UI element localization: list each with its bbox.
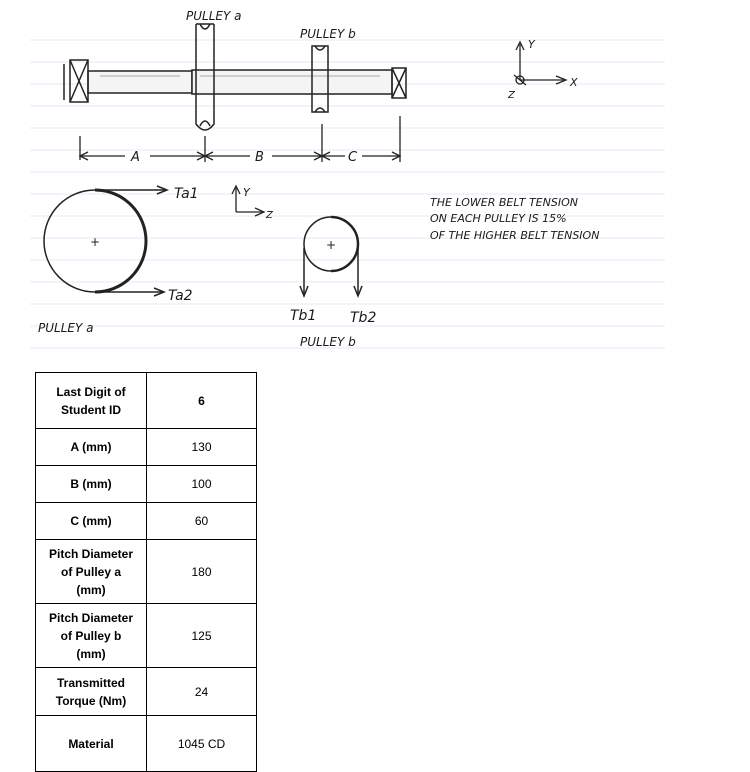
pulley-b-side [300,217,362,296]
row-value: 24 [147,668,257,716]
dim-a-label: A [131,150,140,165]
row-value: 180 [147,540,257,604]
row-value: 130 [147,429,257,466]
row-label: Transmitted Torque (Nm) [36,668,147,716]
table-row [36,429,257,466]
tension-b2-label: Tb2 [350,310,377,326]
tension-a1-label: Ta1 [174,186,199,202]
table-row [36,503,257,540]
left-bearing [64,60,88,102]
row-label: Pitch Diameter of Pulley a (mm) [36,540,147,604]
row-value: 1045 CD [147,716,257,772]
row-value: 6 [147,373,257,429]
row-label: A (mm) [36,429,147,466]
table-row [36,716,257,772]
tension-a2-label: Ta2 [168,288,193,304]
row-value: 60 [147,503,257,540]
axis-z-label: Z [508,90,515,101]
row-label: Material [36,716,147,772]
note-line-1: THE LOWER BELT TENSION [430,196,578,209]
row-value: 125 [147,604,257,668]
table-row [36,466,257,503]
table-row [36,668,257,716]
table-row [36,604,257,668]
tension-b1-label: Tb1 [290,308,317,324]
dim-c-label: C [348,150,358,165]
pulley-a-side-label: PULLEY a [38,321,94,335]
table-row [36,373,257,429]
shaft [88,70,392,94]
pulley-a-side [44,186,167,296]
side-axis-z-label: Z [266,210,273,221]
row-label: B (mm) [36,466,147,503]
right-bearing [392,68,406,98]
shaft-sketch [30,0,665,358]
pulley-b-side-label: PULLEY b [300,335,356,349]
row-label: Last Digit of Student ID [36,373,147,429]
note-line-2: ON EACH PULLEY IS 15% [430,212,567,225]
pulley-b-top-label: PULLEY b [300,27,356,41]
pulley-a-center: + [90,235,101,249]
axis-x-label: X [570,76,578,89]
note-line-3: OF THE HIGHER BELT TENSION [430,229,600,242]
parameters-table [35,372,257,772]
pulley-b-center: + [326,238,337,252]
pulley-a-top-label: PULLEY a [186,9,242,23]
dim-b-label: B [255,150,264,165]
row-value: 100 [147,466,257,503]
axis-y-label: Y [528,38,535,51]
row-label: C (mm) [36,503,147,540]
table-row [36,540,257,604]
row-label: Pitch Diameter of Pulley b (mm) [36,604,147,668]
side-axis-y-label: Y [243,186,250,199]
axes-icon [514,42,566,85]
